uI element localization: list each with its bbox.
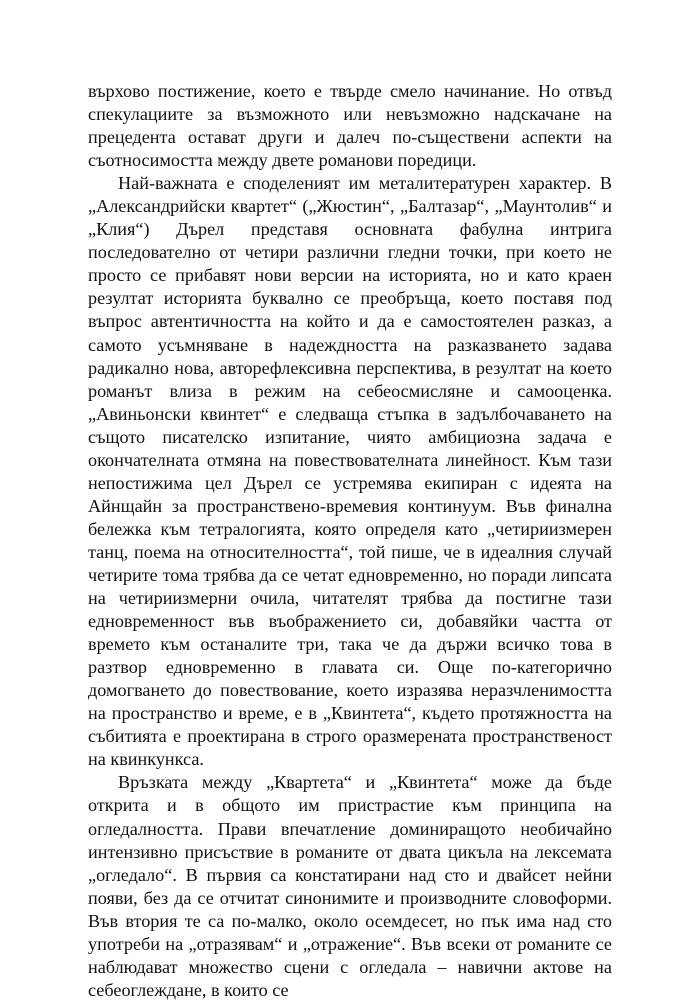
- paragraph-2: Най-важната е споделеният им металитературен характер. В „Александрийски квартет“ („Жюстин“, „Балтазар“, „Маунтолив“ и „Клия“) Дърел представя основната фабулна интрига последователно от четири различни гледни точки, при което не просто се прибавят нови версии на историята, но и като краен резултат историята буквално се преобръща, което поставя под въпрос автентичността на който и да е самостоятелен разказ, а самото усъмняване в надеждността на разказването задава радикално нова, авторефлексивна перспектива, в резултат на което романът влиза в режим на себеосмисляне и самооценка. „Авиньонски квинтет“ е следваща стъпка в задълбочаването на същото писателско изпитание, чиято амбициозна задача е окончателната отмяна на повествователната линейност. Към тази непостижима цел Дърел се устремява екипиран с идеята на Айнщайн за пространствено-времевия континуум. Във финална бележка към тетралогията, която определя като „четириизмерен танц, поема на относителността“, той пише, че в идеалния случай четирите тома трябва да се четат едновременно, но поради липсата на четириизмерни очила, читателят трябва да постигне тази едновременност във въображението си, добавяйки частта от времето към останалите три, така че да държи всичко това в разтвор едновременно в главата си. Още по-категорично домогването до повествование, което изразява неразчленимостта на пространство и време, е в „Квинтета“, където протяжността на събитията е проектирана в строго оразмерената пространственост на квинкункса.: [88, 173, 612, 770]
- body-text: [88, 80, 612, 1002]
- paragraph-1: върхово постижение, което е твърде смело начинание. Но отвъд спекулациите за възможното или невъзможно надскачане на прецедента остават други и далеч по-съществени аспекти на съотносимостта между двете романови поредици.: [88, 81, 612, 171]
- paragraph-3: Връзката между „Квартета“ и „Квинтета“ може да бъде открита и в общото им пристрастие към принципа на огледалността. Прави впечатление доминиращото необичайно интензивно присъствие в романите от двата цикъла на лексемата „огледало“. В първия са констатирани над сто и двайсет нейни появи, без да се отчитат синонимите и производните словоформи. Във втория те са по-малко, около осемдесет, но пък има над сто употреби на „отразявам“ и „отражение“. Във всеки от романите се наблюдават множество сцени с огледала – навични актове на себеоглеждане, в които се: [88, 772, 612, 1000]
